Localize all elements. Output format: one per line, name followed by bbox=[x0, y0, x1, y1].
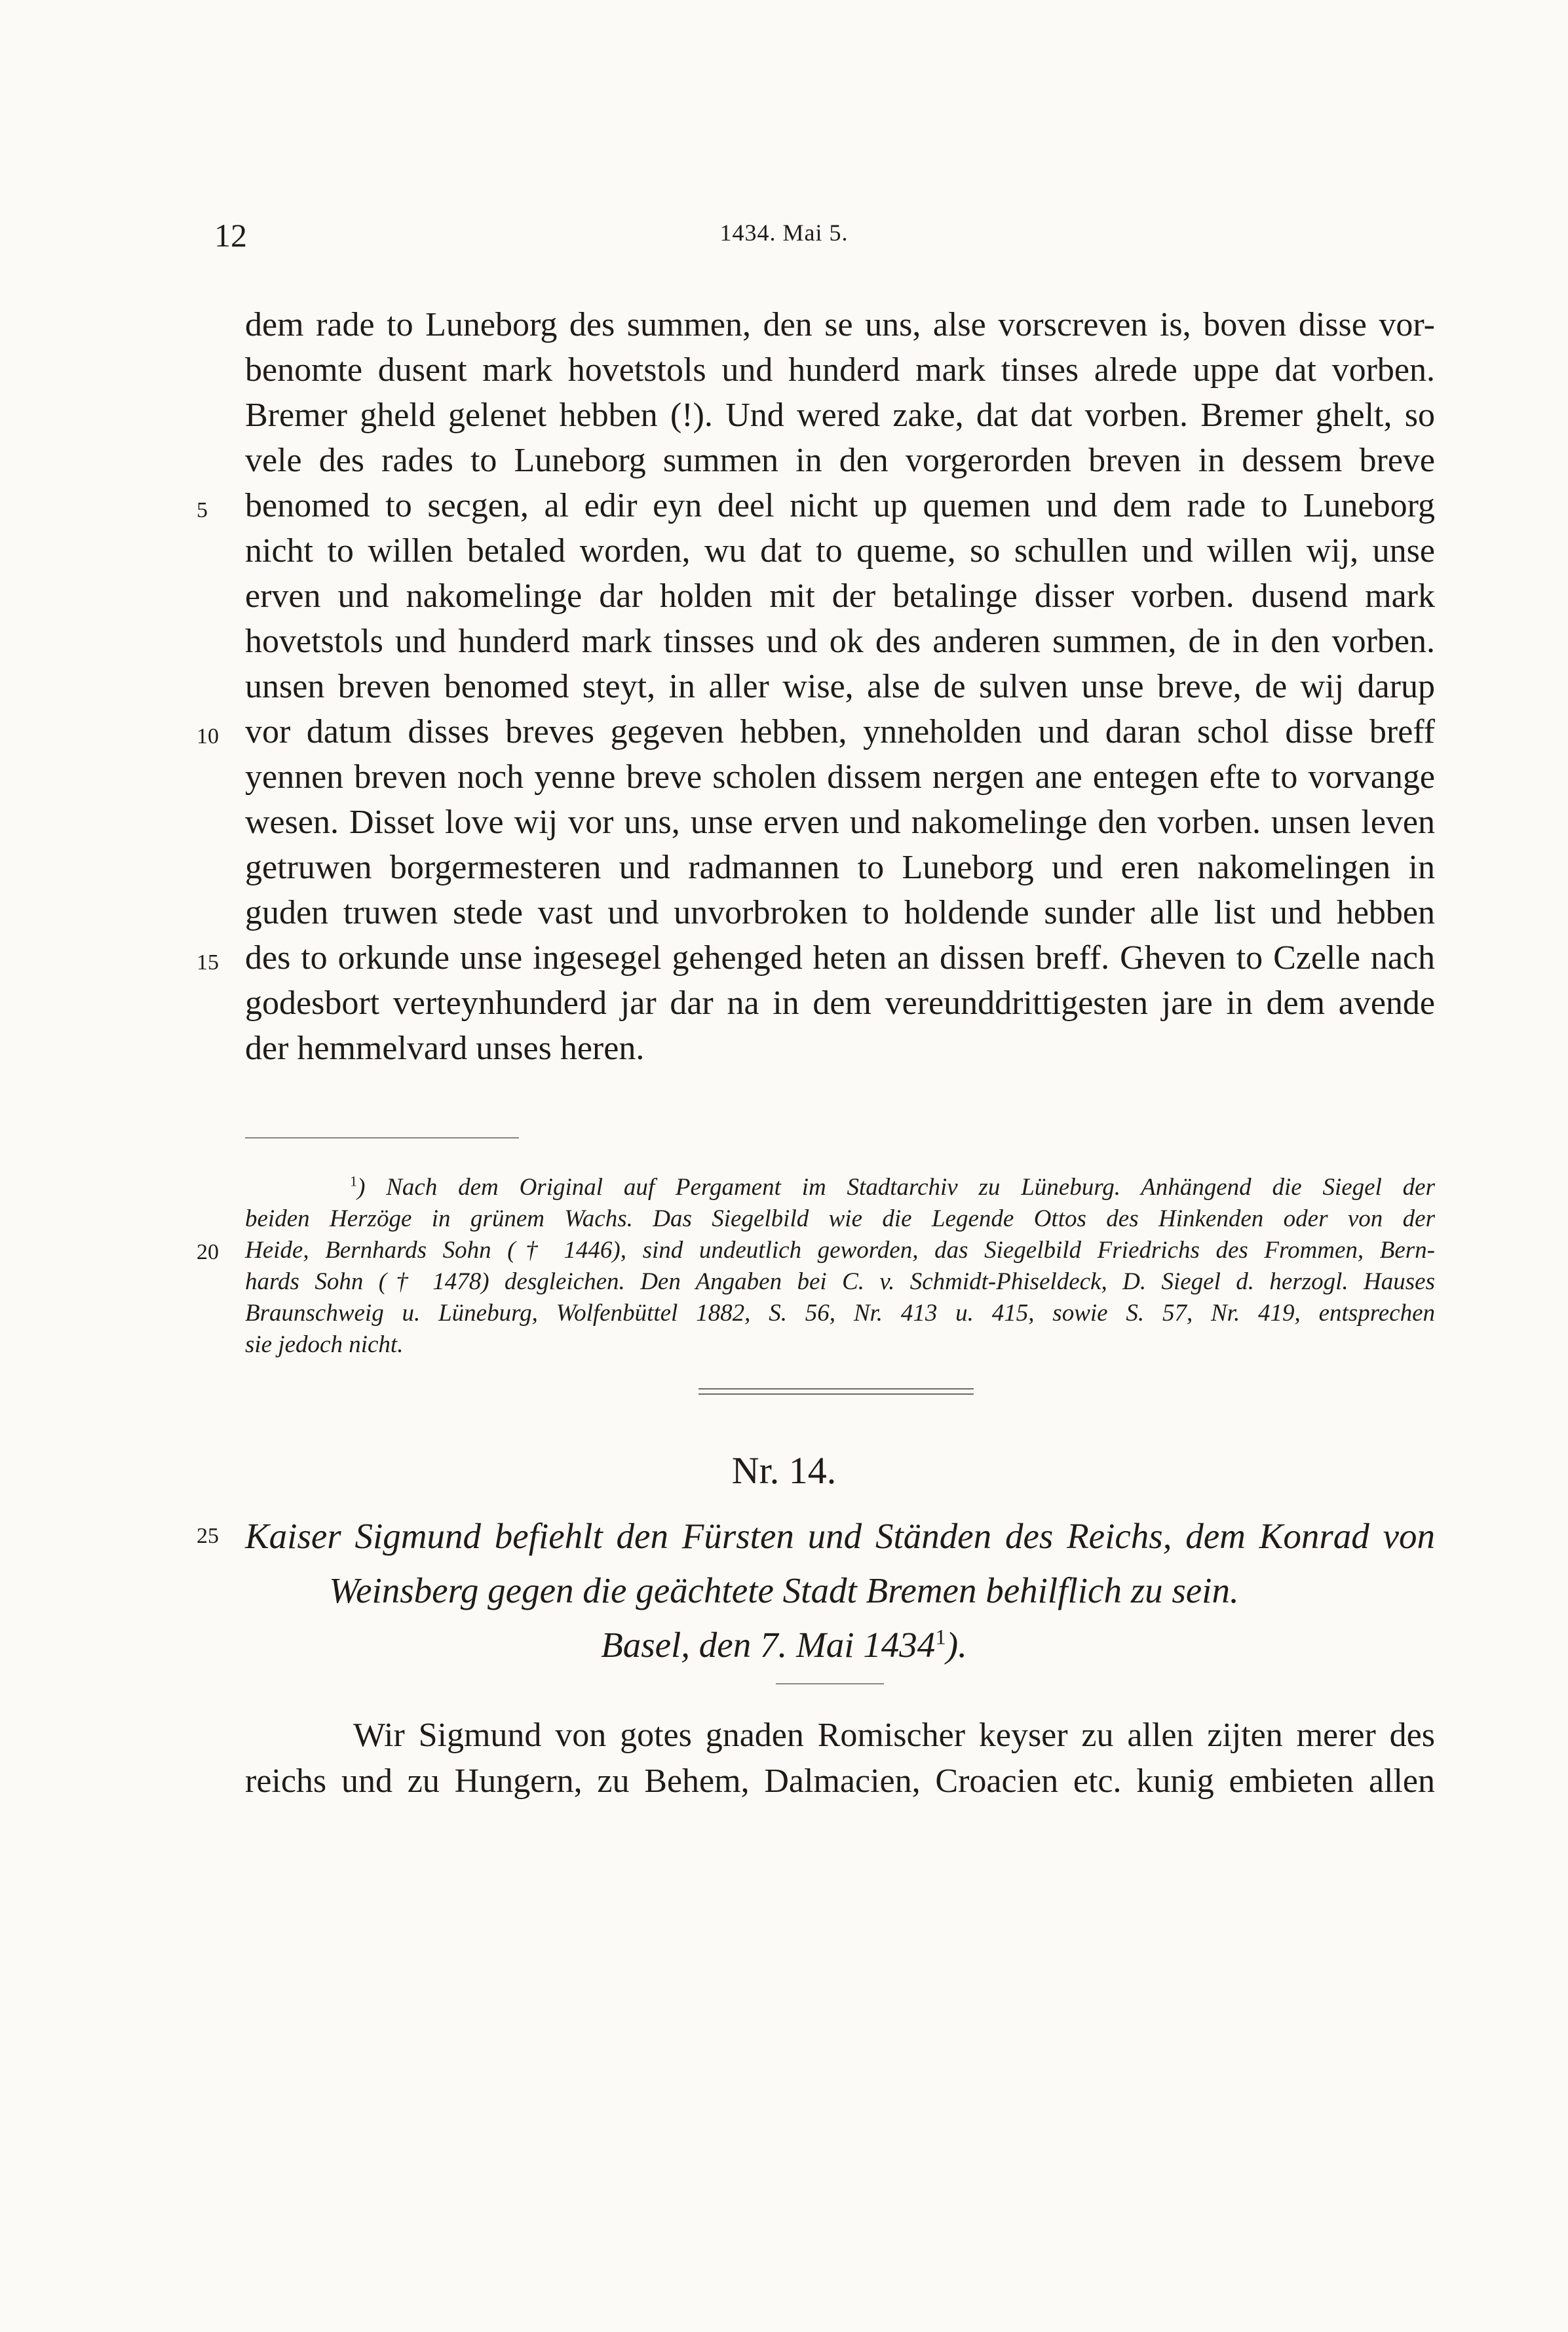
line-number-25: 25 bbox=[197, 1524, 219, 1548]
body-line: erven und nakomelinge dar holden mit der betalinge disser vorben. dusend mark bbox=[245, 577, 1435, 615]
page-number: 12 bbox=[214, 217, 247, 254]
body-line: dem rade to Luneborg des summen, den se uns, alse vorscreven is, boven disse vor- bbox=[245, 306, 1435, 343]
body-line: benomed to secgen, al edir eyn deel nicht up quemen und dem rade to Luneborg bbox=[245, 487, 1435, 524]
body-line: yennen breven noch yenne breve scholen dissem nergen ane entegen efte to vorvange bbox=[245, 758, 1435, 796]
line-number-20: 20 bbox=[197, 1240, 219, 1264]
body-line: vele des rades to Luneborg summen in den vorgerorden breven in dessem breve bbox=[245, 442, 1435, 479]
section-double-rule bbox=[698, 1388, 974, 1395]
footnote-line: sie jedoch nicht. bbox=[245, 1331, 404, 1358]
footnote-line: Braunschweig u. Lüneburg, Wolfenbüttel 1882, S. 56, Nr. 413 u. 415, sowie S. 57, Nr. 419, entsprechen bbox=[245, 1300, 1435, 1327]
body-line: vor datum disses breves gegeven hebben, ynneholden und daran schol disse breff bbox=[245, 713, 1435, 750]
place-date-marker: 1 bbox=[935, 1625, 946, 1650]
text-line: reichs und zu Hungern, zu Behem, Dalmacien, Croacien etc. kunig embieten allen bbox=[245, 1762, 1435, 1800]
line-number-15: 15 bbox=[197, 950, 219, 975]
footnote-separator bbox=[245, 1137, 519, 1138]
body-line: wesen. Disset love wij vor uns, unse erven und nakomelinge den vorben. unsen leven bbox=[245, 804, 1435, 841]
document-title-line: Weinsberg gegen die geächtete Stadt Bremen behilflich zu sein. bbox=[329, 1570, 1239, 1610]
text-line: Wir Sigmund von gotes gnaden Romischer keyser zu allen zijten merer des bbox=[353, 1717, 1435, 1754]
body-line: godesbort verteynhunderd jar dar na in dem vereunddrittigesten jare in dem avende bbox=[245, 984, 1435, 1022]
body-line: guden truwen stede vast und unvorbroken to holdende sunder alle list und hebben bbox=[245, 894, 1435, 931]
body-line: Bremer gheld gelenet hebben (!). Und wered zake, dat dat vorben. Bremer ghelt, so bbox=[245, 397, 1435, 434]
footnote-line: beiden Herzöge in grünem Wachs. Das Siegelbild wie die Legende Ottos des Hinkenden oder von der bbox=[245, 1205, 1435, 1232]
heading-separator bbox=[776, 1683, 884, 1684]
body-line: unsen breven benomed steyt, in aller wise, alse de sulven unse breve, de wij darup bbox=[245, 668, 1435, 705]
body-line: benomte dusent mark hovetstols und hunderd mark tinses alrede uppe dat vorben. bbox=[245, 351, 1435, 389]
footnote-line: Heide, Bernhards Sohn († 1446), sind undeutlich geworden, das Siegelbild Friedrichs des Frommen, Bern- bbox=[245, 1237, 1435, 1264]
running-header-date: 1434. Mai 5. bbox=[719, 220, 849, 246]
body-line: der hemmelvard unses heren. bbox=[245, 1030, 645, 1067]
body-line: getruwen borgermesteren und radmannen to Luneborg und eren nakomelingen in bbox=[245, 849, 1435, 886]
body-line: des to orkunde unse ingesegel gehenged heten an dissen breff. Gheven to Czelle nach bbox=[245, 939, 1435, 977]
line-number-10: 10 bbox=[197, 724, 219, 748]
body-line: hovetstols und hunderd mark tinsses und ok des anderen summen, de in den vorben. bbox=[245, 623, 1435, 660]
document-number: Nr. 14. bbox=[731, 1449, 837, 1492]
footnote-marker: 1 bbox=[350, 1173, 358, 1190]
footnote-line: $^1$) Nach dem Original auf Pergament im Stadtarchiv zu Lüneburg. Anhängend die Siegel der bbox=[350, 1173, 1435, 1201]
document-title-line: Kaiser Sigmund befiehlt den Fürsten und Ständen des Reichs, dem Konrad von bbox=[245, 1516, 1435, 1556]
line-number-5: 5 bbox=[197, 498, 208, 522]
footnote-line: hards Sohn († 1478) desgleichen. Den Angaben bei C. v. Schmidt-Phiseldeck, D. Siegel d. herzogl. Hauses bbox=[245, 1268, 1435, 1295]
body-line: nicht to willen betaled worden, wu dat to queme, so schullen und willen wij, unse bbox=[245, 532, 1435, 570]
place-date: Basel, den 7. Mai 1434$^1$). bbox=[601, 1625, 967, 1665]
